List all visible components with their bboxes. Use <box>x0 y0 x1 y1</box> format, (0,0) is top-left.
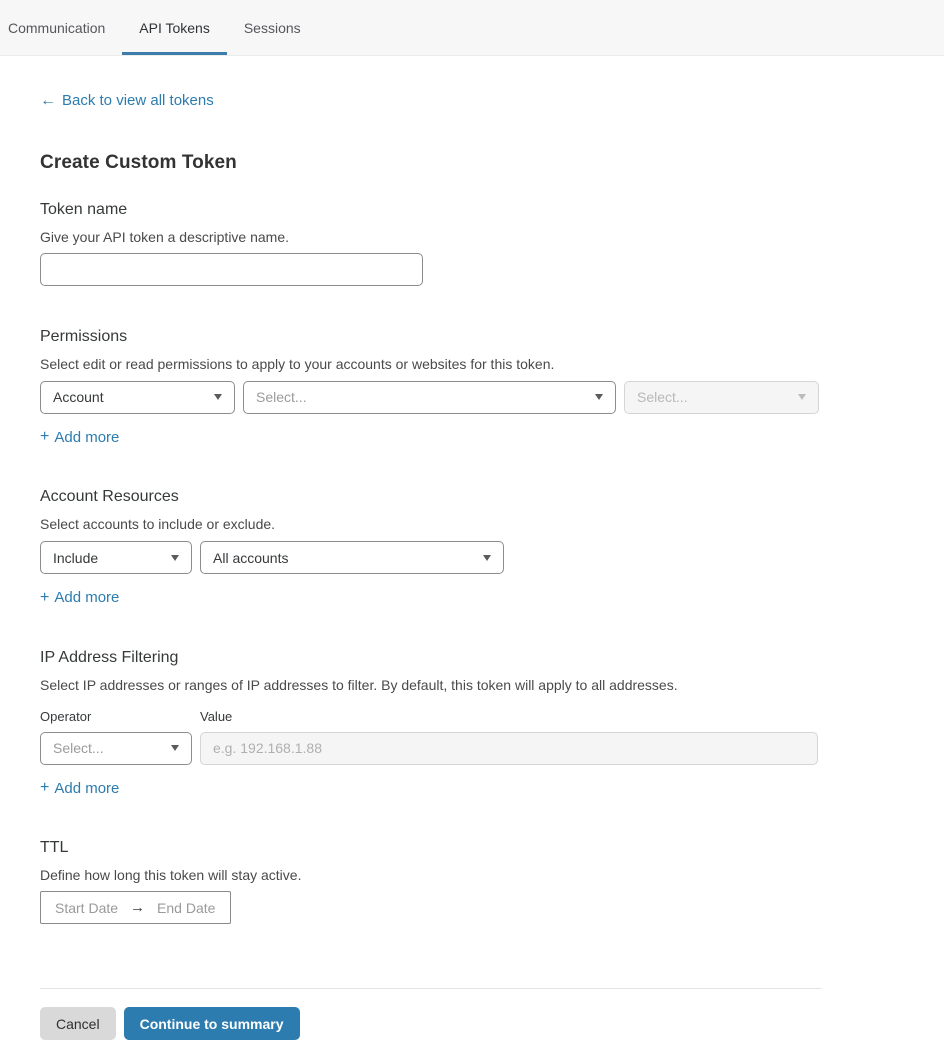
permission-level-select <box>624 381 819 414</box>
add-more-label: Add more <box>54 779 120 797</box>
select-placeholder: Select... <box>637 389 688 405</box>
account-resources-section <box>40 488 904 607</box>
operator-label: Operator <box>40 708 92 724</box>
tab-bar <box>0 0 944 56</box>
arrow-left-icon: ← <box>40 91 56 109</box>
ttl-date-range-picker[interactable] <box>40 891 231 924</box>
ip-filtering-section <box>40 649 904 798</box>
caret-down-icon <box>171 745 179 751</box>
ip-filtering-field-labels <box>40 709 904 724</box>
ttl-description: Define how long this token will stay active. <box>40 867 302 883</box>
permission-group-select[interactable] <box>243 381 616 414</box>
add-more-label: Add more <box>54 428 120 446</box>
footer-buttons <box>40 1007 904 1040</box>
tab-api-tokens[interactable] <box>122 0 227 55</box>
caret-down-icon <box>171 555 179 561</box>
arrow-right-icon: → <box>130 899 146 916</box>
account-resources-row <box>40 541 904 574</box>
start-date-field[interactable]: Start Date <box>55 899 119 916</box>
caret-down-icon <box>214 394 222 400</box>
token-name-description: Give your API token a descriptive name. <box>40 228 290 245</box>
ip-filtering-row <box>40 732 904 765</box>
add-more-label: Add more <box>54 589 120 606</box>
ip-filtering-heading: IP Address Filtering <box>40 648 179 666</box>
plus-icon: + <box>40 588 50 606</box>
permissions-add-more-link[interactable] <box>40 429 119 446</box>
plus-icon: + <box>40 779 50 796</box>
select-placeholder: Select... <box>53 740 104 756</box>
tab-label: API Tokens <box>139 19 210 36</box>
form-content <box>0 56 944 1040</box>
ip-filtering-add-more-link[interactable] <box>40 780 119 797</box>
select-value: Account <box>53 389 104 405</box>
tab-label: Communication <box>8 19 106 36</box>
account-resources-description: Select accounts to include or exclude. <box>40 516 276 532</box>
ttl-section <box>40 839 904 924</box>
token-name-input[interactable] <box>40 253 423 286</box>
continue-to-summary-button[interactable]: Continue to summary <box>124 1007 300 1040</box>
permission-scope-select[interactable] <box>40 381 235 414</box>
cancel-button[interactable]: Cancel <box>40 1007 116 1040</box>
value-label: Value <box>200 708 233 724</box>
accounts-select[interactable] <box>200 541 504 574</box>
tab-communication[interactable] <box>0 0 122 55</box>
footer-divider <box>40 988 821 989</box>
permissions-description: Select edit or read permissions to apply to your accounts or websites for this token. <box>40 355 555 372</box>
tab-label: Sessions <box>243 19 301 36</box>
select-value: Include <box>53 549 99 566</box>
ttl-heading: TTL <box>40 839 69 856</box>
include-exclude-select[interactable] <box>40 541 192 574</box>
token-name-section <box>40 201 904 286</box>
back-to-tokens-link[interactable] <box>40 92 214 109</box>
caret-down-icon <box>483 555 491 561</box>
account-resources-add-more-link[interactable] <box>40 589 119 606</box>
plus-icon: + <box>40 428 50 445</box>
end-date-field[interactable]: End Date <box>157 899 216 916</box>
back-link-label: Back to view all tokens <box>62 92 214 109</box>
account-resources-heading: Account Resources <box>40 488 179 505</box>
ip-operator-select[interactable] <box>40 732 192 765</box>
token-name-heading: Token name <box>40 200 128 218</box>
permissions-heading: Permissions <box>40 327 128 345</box>
ip-value-input <box>200 732 818 765</box>
caret-down-icon <box>798 394 806 400</box>
page-title: Create Custom Token <box>40 151 237 173</box>
ip-filtering-description: Select IP addresses or ranges of IP addresses to filter. By default, this token will apply to all addresses. <box>40 676 678 693</box>
permissions-section <box>40 328 904 447</box>
select-value: All accounts <box>213 549 289 566</box>
select-placeholder: Select... <box>256 389 307 405</box>
active-tab-underline <box>122 52 227 55</box>
tab-sessions[interactable] <box>227 0 318 55</box>
permissions-row <box>40 381 904 414</box>
caret-down-icon <box>595 394 603 400</box>
